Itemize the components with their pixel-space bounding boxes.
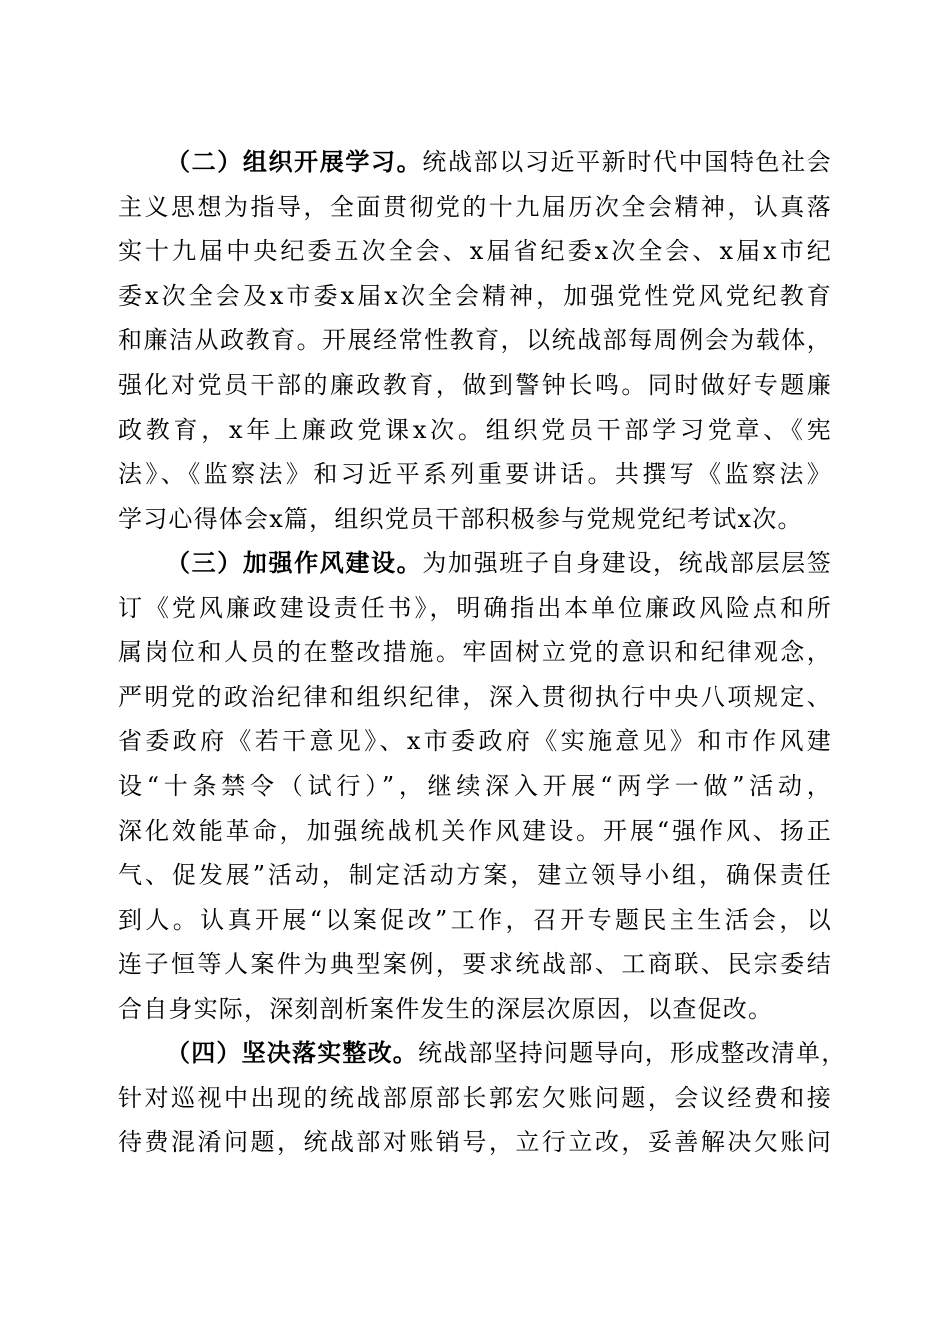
paragraph-line: （三）加强作风建设。为加强班子自身建设，统战部层层签 <box>166 548 833 577</box>
section-strengthen-style <box>118 541 832 1032</box>
section-implement-rectification <box>118 1031 847 1165</box>
section-organize-study <box>118 140 832 541</box>
paragraph-line: 待费混淆问题，统战部对账销号，立行立改，妥善解决欠账问 <box>118 1128 832 1157</box>
paragraph-line: 严明党的政治纪律和组织纪律，深入贯彻执行中央八项规定、 <box>118 682 832 711</box>
paragraph-line: 连子恒等人案件为典型案例，要求统战部、工商联、民宗委结 <box>118 950 832 979</box>
paragraph-line: 强化对党员干部的廉政教育，做到警钟长鸣。同时做好专题廉 <box>118 370 832 399</box>
paragraph-line: 深化效能革命，加强统战机关作风建设。开展“强作风、扬正 <box>118 816 832 845</box>
paragraph-line: （二）组织开展学习。统战部以习近平新时代中国特色社会 <box>166 147 833 176</box>
section-heading: （四）坚决落实整改。 <box>166 1038 418 1067</box>
paragraph-line: 政教育，x年上廉政党课x次。组织党员干部学习党章、《宪 <box>118 415 832 444</box>
paragraph-line: 主义思想为指导，全面贯彻党的十九届历次全会精神，认真落 <box>118 192 832 221</box>
section-heading: （二）组织开展学习。 <box>166 147 423 176</box>
paragraph-line: 订《党风廉政建设责任书》，明确指出本单位廉政风险点和所 <box>118 593 832 622</box>
paragraph-line: 合自身实际，深刻剖析案件发生的深层次原因，以查促改。 <box>118 994 774 1023</box>
paragraph-line: 和廉洁从政教育。开展经常性教育，以统战部每周例会为载体， <box>118 326 832 355</box>
paragraph-line: 法》、《监察法》和习近平系列重要讲话。共撰写《监察法》 <box>118 460 832 489</box>
paragraph-line: 到人。认真开展“以案促改”工作，召开专题民主生活会，以 <box>118 905 832 934</box>
paragraph-line: 委x次全会及x市委x届x次全会精神，加强党性党风党纪教育 <box>118 281 832 310</box>
paragraph-line: （四）坚决落实整改。统战部坚持问题导向，形成整改清单， <box>166 1038 847 1067</box>
paragraph-line: 设“十条禁令（试行）”，继续深入开展“两学一做”活动， <box>118 771 832 800</box>
paragraph-line: 针对巡视中出现的统战部原部长郭宏欠账问题，会议经费和接 <box>118 1083 832 1112</box>
paragraph-line: 气、促发展”活动，制定活动方案，建立领导小组，确保责任 <box>118 861 832 890</box>
paragraph-line: 学习心得体会x篇，组织党员干部积极参与党规党纪考试x次。 <box>118 504 803 533</box>
paragraph-line: 属岗位和人员的在整改措施。牢固树立党的意识和纪律观念， <box>118 638 832 667</box>
paragraph-line: 省委政府《若干意见》、x市委政府《实施意见》和市作风建 <box>118 727 832 756</box>
section-heading: （三）加强作风建设。 <box>166 548 423 577</box>
paragraph-line: 实十九届中央纪委五次全会、x届省纪委x次全会、x届x市纪 <box>118 237 832 266</box>
